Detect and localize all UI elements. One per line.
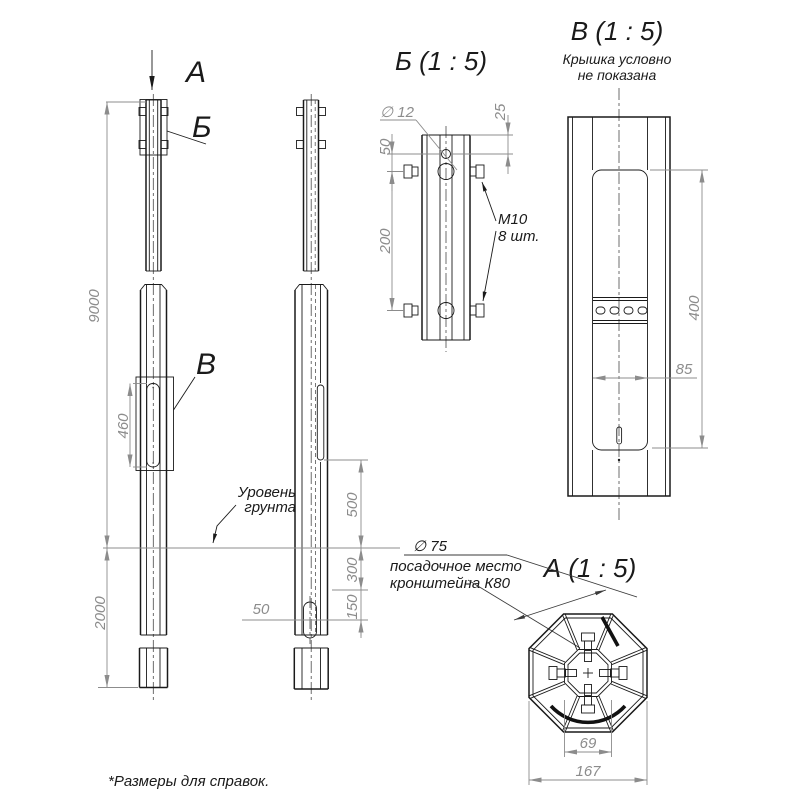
dim-depth-below-ground: 2000 [92,596,109,630]
detail-v-note2: не показана [577,67,657,83]
detail-marker-b: Б [192,111,212,144]
seat-callout-line3: кронштейна К80 [390,575,510,592]
section-marker-a: А [186,56,207,89]
dim-height-above-ground: 9000 [86,289,103,323]
dim-85: 85 [675,361,693,378]
detail-b-title: Б (1 : 5) [394,46,488,76]
dim-50: 50 [377,138,394,156]
detail-marker-v: В [196,348,217,381]
detail-v-note1: Крышка условно [562,51,672,67]
section-a-title: А (1 : 5) [543,553,637,583]
dim-300: 300 [344,557,361,583]
detail-v-title: В (1 : 5) [570,16,664,46]
bolt-note-line2: 8 шт. [498,228,540,245]
dim-25: 25 [492,103,509,121]
footnote: *Размеры для справок. [108,773,270,790]
ground-label-line2: грунта [244,499,296,516]
dim-50-hole: 50 [252,601,270,618]
dim-150: 150 [344,594,361,620]
dim-400: 400 [686,295,703,321]
dim-167: 167 [575,763,601,780]
dim-69: 69 [579,735,597,752]
seat-callout-line1: ∅ 75 [413,538,447,555]
bolt-note-line1: М10 [498,211,528,228]
dim-hole-diameter: ∅ 12 [380,104,414,121]
ground-label-line1: Уровень [237,484,296,501]
dim-500: 500 [344,492,361,518]
dim-window-length: 460 [115,413,132,439]
seat-callout-line2: посадочное место [390,558,522,575]
dim-200: 200 [377,228,394,254]
